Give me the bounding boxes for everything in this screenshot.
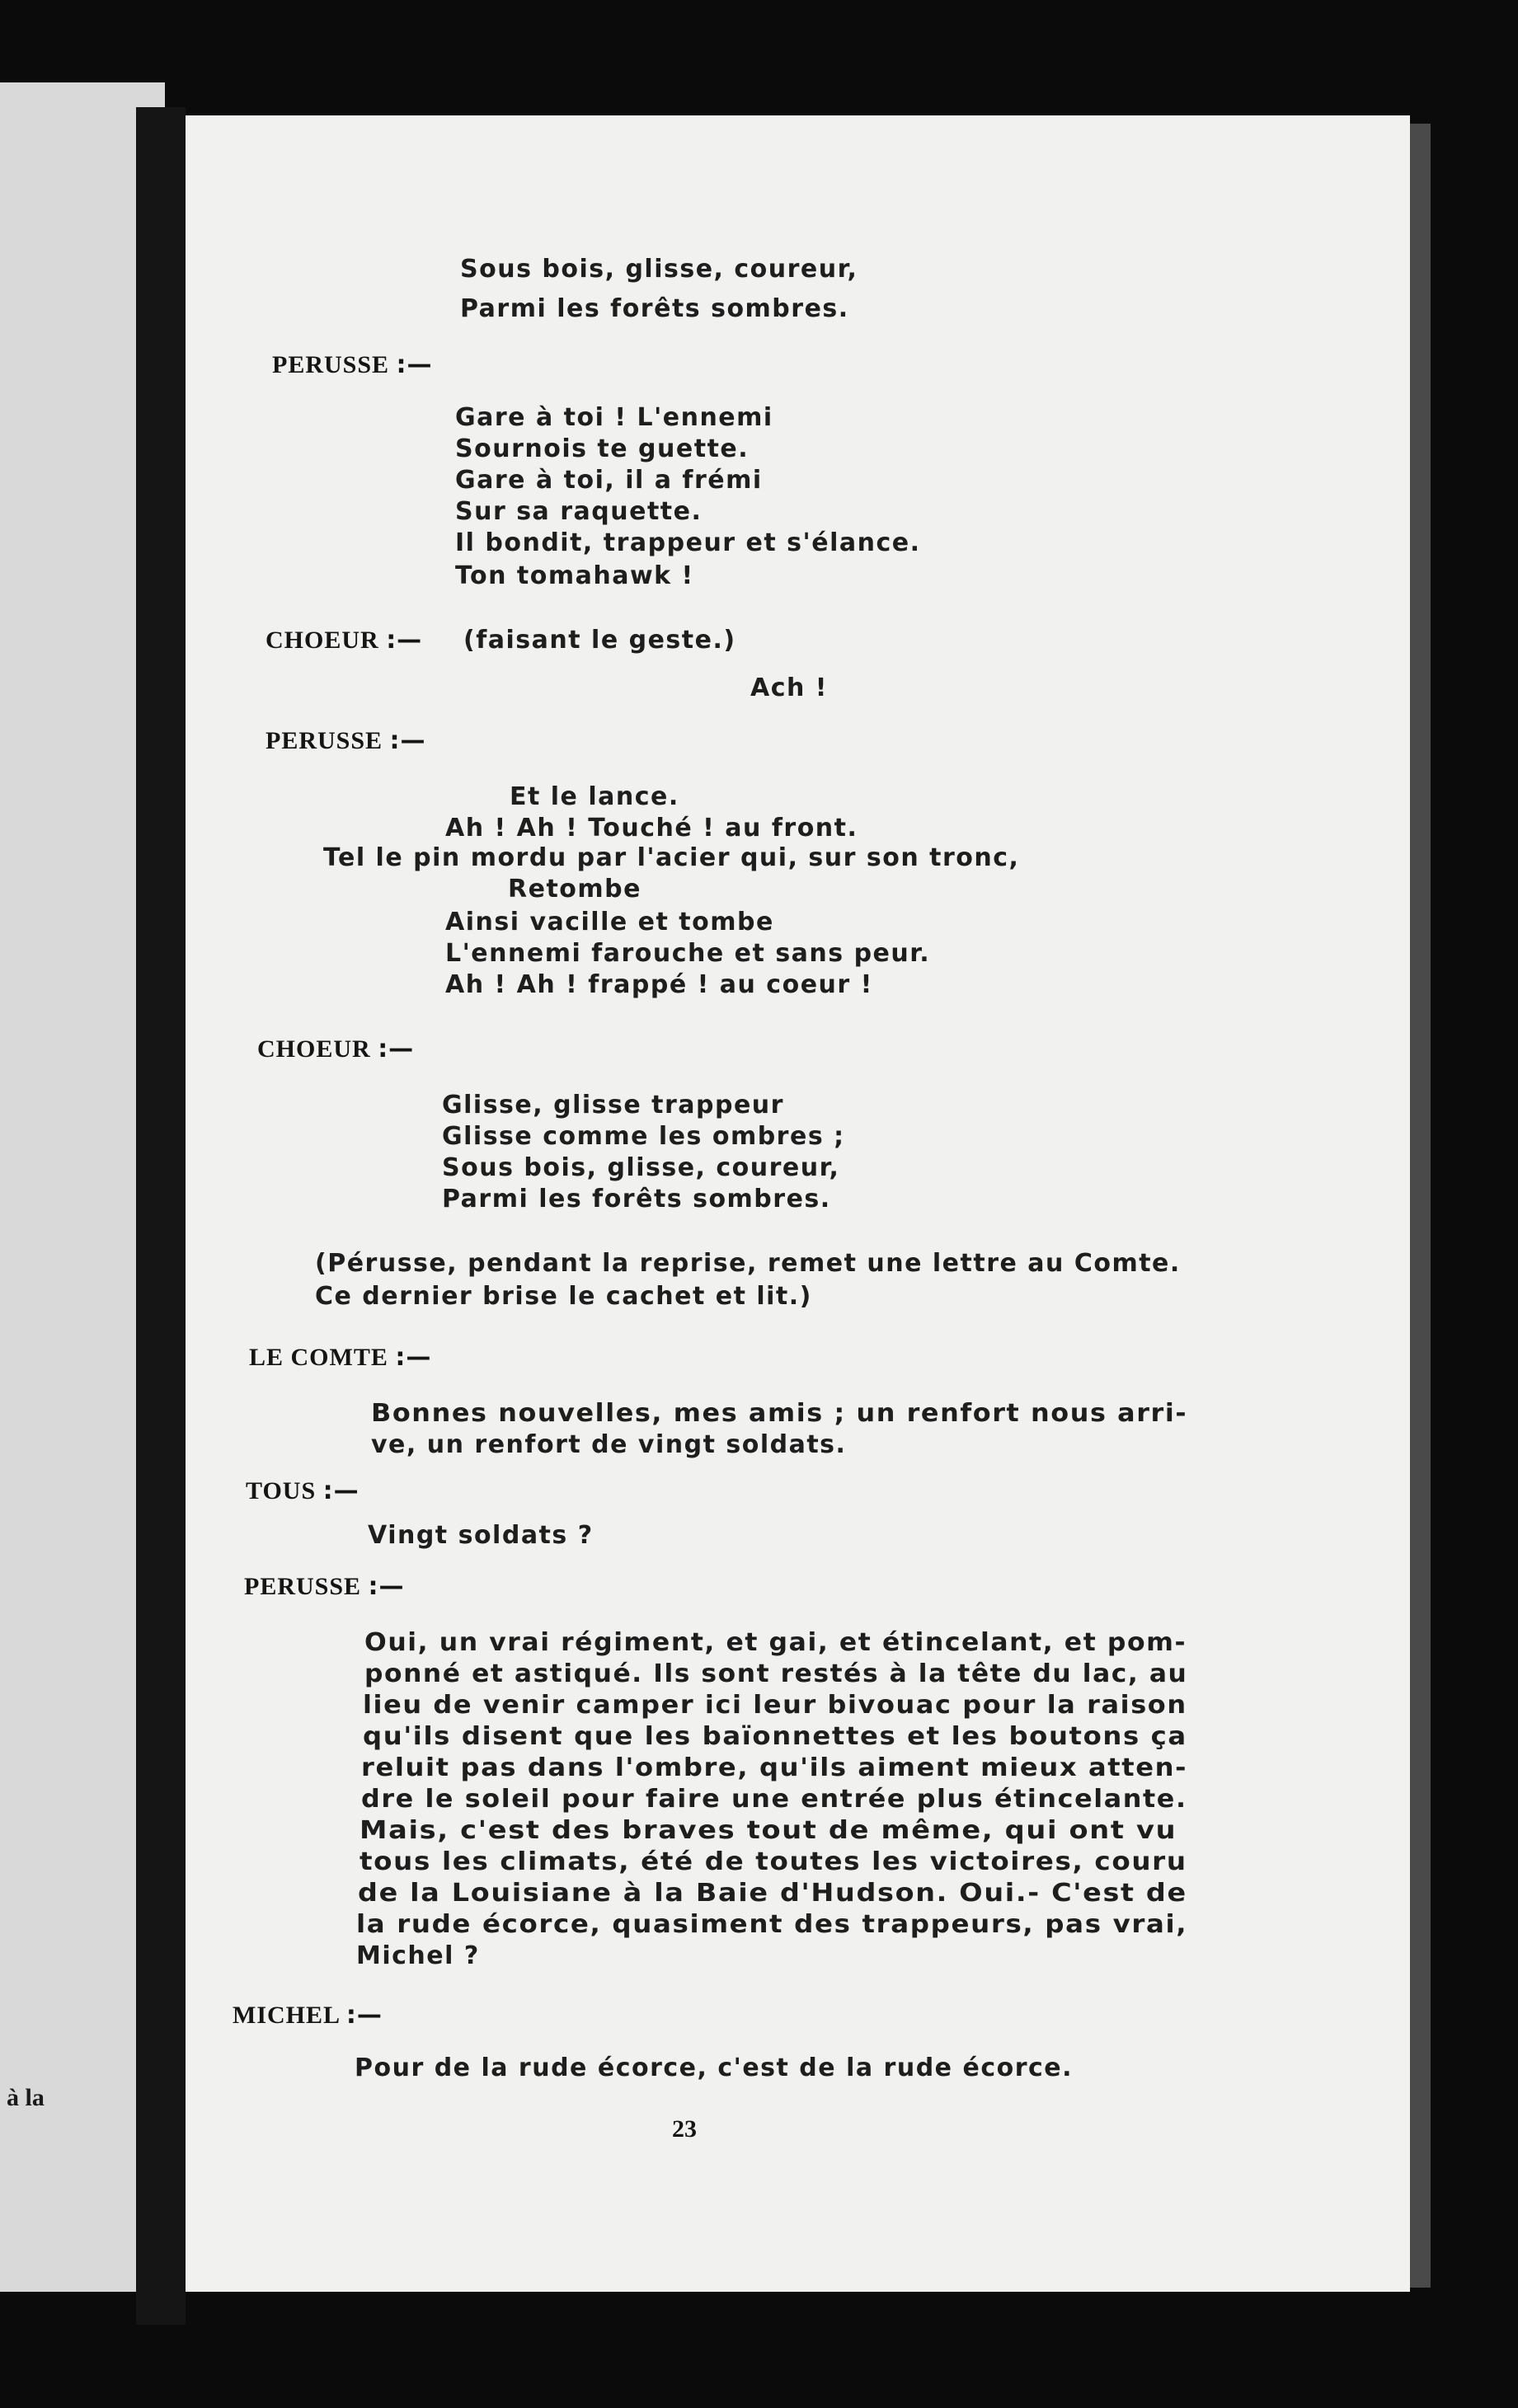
speaker-name: TOUS :— xyxy=(246,1476,360,1505)
verse-line: Glisse comme les ombres ; xyxy=(442,1122,845,1151)
prose-line: Bonnes nouvelles, mes amis ; un renfort nous arri- xyxy=(371,1399,1188,1428)
verse-line: Retombe xyxy=(508,875,642,904)
prose-line: ponné et astiqué. Ils sont restés à la tête du lac, au xyxy=(364,1659,1188,1688)
verse-line: Il bondit, trappeur et s'élance. xyxy=(455,528,921,557)
verse-line: Gare à toi, il a frémi xyxy=(455,466,763,495)
speaker-name: MICHEL :— xyxy=(233,2001,383,2030)
verse-line: Ach ! xyxy=(750,674,828,702)
prose-line: Oui, un vrai régiment, et gai, et étincelant, et pom- xyxy=(364,1628,1187,1657)
speaker-name: LE COMTE :— xyxy=(249,1343,432,1372)
left-page-fragment: à la xyxy=(7,2084,45,2111)
verse-line: Parmi les forêts sombres. xyxy=(442,1185,831,1213)
prose-line: dre le soleil pour faire une entrée plus étincelante. xyxy=(361,1785,1187,1814)
prose-line: ve, un renfort de vingt soldats. xyxy=(371,1430,847,1459)
verse-line: Tel le pin mordu par l'acier qui, sur son tronc, xyxy=(323,843,1020,872)
verse-line: Gare à toi ! L'ennemi xyxy=(455,403,773,432)
prose-line: Pour de la rude écorce, c'est de la rude écorce. xyxy=(355,2054,1074,2082)
speaker-name: PERUSSE :— xyxy=(272,350,433,379)
stage-direction: (Pérusse, pendant la reprise, remet une lettre au Comte. xyxy=(315,1249,1181,1278)
verse-line: Ainsi vacille et tombe xyxy=(445,908,774,936)
prose-line: Michel ? xyxy=(356,1941,480,1970)
speaker-name: PERUSSE :— xyxy=(266,726,426,755)
prose-line: la rude écorce, quasiment des trappeurs, pas vrai, xyxy=(356,1910,1188,1939)
verse-line: Sous bois, glisse, coureur, xyxy=(460,255,858,284)
book-spine xyxy=(136,107,186,2325)
speaker-name: PERUSSE :— xyxy=(244,1572,405,1601)
stage-direction: (faisant le geste.) xyxy=(463,626,736,655)
verse-line: Sur sa raquette. xyxy=(455,497,703,526)
verse-line: Sournois te guette. xyxy=(455,434,750,463)
verse-line: Glisse, glisse trappeur xyxy=(442,1091,784,1120)
verse-line: L'ennemi farouche et sans peur. xyxy=(445,939,931,968)
page-number: 23 xyxy=(672,2115,697,2143)
prose-line: reluit pas dans l'ombre, qu'ils aiment mieux atten- xyxy=(361,1753,1188,1782)
page-edge-shadow xyxy=(1410,124,1431,2288)
prose-line: qu'ils disent que les baïonnettes et les boutons ça xyxy=(363,1722,1187,1751)
verse-line: Sous bois, glisse, coureur, xyxy=(442,1153,840,1182)
speaker-name: CHOEUR :— xyxy=(257,1035,415,1063)
speaker-name: CHOEUR :— xyxy=(266,626,423,655)
prose-line: tous les climats, été de toutes les victoires, couru xyxy=(360,1847,1187,1876)
prose-line: Mais, c'est des braves tout de même, qui ont vu xyxy=(360,1816,1177,1845)
verse-line: Parmi les forêts sombres. xyxy=(460,294,849,323)
prose-line: de la Louisiane à la Baie d'Hudson. Oui.- C'est de xyxy=(358,1879,1187,1908)
verse-line: Et le lance. xyxy=(510,782,679,811)
prose-line: Vingt soldats ? xyxy=(368,1521,594,1550)
verse-line: Ah ! Ah ! frappé ! au coeur ! xyxy=(445,970,873,999)
stage-direction: Ce dernier brise le cachet et lit.) xyxy=(315,1282,812,1311)
prose-line: lieu de venir camper ici leur bivouac pour la raison xyxy=(363,1691,1187,1720)
verse-line: Ah ! Ah ! Touché ! au front. xyxy=(445,814,858,843)
verse-line: Ton tomahawk ! xyxy=(455,561,694,590)
